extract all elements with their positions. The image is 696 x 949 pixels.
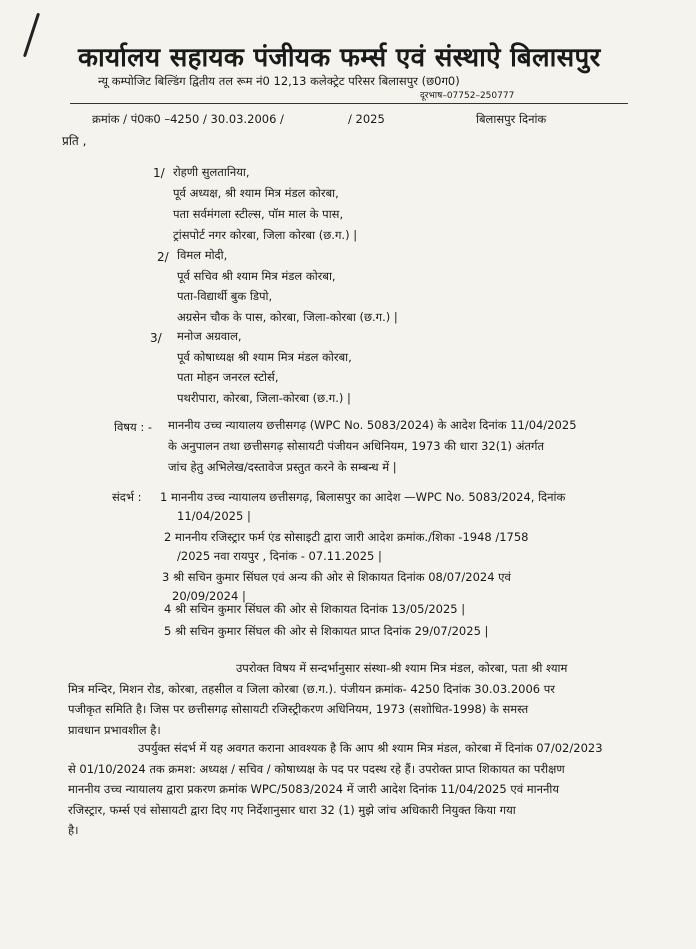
body-line: मित्र मन्दिर, मिशन रोड, कोरबा, तहसील व जिला कोरबा (छ.ग.). पंजीयन क्रमांक- 4250 दिनांक 30.03.2006 पर — [68, 681, 555, 696]
handwritten-slash-mark — [23, 13, 40, 58]
recipient-3-number: 3/ — [150, 331, 162, 345]
recipient-2-line: अग्रसेन चौक के पास, कोरबा, जिला-कोरबा (छ.ग.) | — [177, 309, 398, 324]
body-line: माननीय उच्च न्यायालय द्वारा प्रकरण क्रमांक WPC/5083/2024 में जारी आदेश दिनांक 11/04/2025 एवं माननीय — [68, 782, 560, 796]
reference-line: 1 माननीय उच्च न्यायालय छत्तीसगढ़, बिलासपुर का आदेश —WPC No. 5083/2024, दिनांक — [160, 490, 566, 504]
body-line: प्रावधान प्रभावशील है। — [68, 722, 161, 737]
body-paragraph-1 — [68, 658, 567, 740]
header-divider — [70, 103, 628, 104]
body-line: रजिस्ट्रार, फर्म्स एवं सोसायटी द्वारा दिए गए निर्देशानुसार धारा 32 (1) मुझे जांच अधिकारी नियुक्त किया गया — [68, 802, 516, 817]
body-paragraph-2 — [68, 738, 603, 841]
office-address: न्यू कम्पोजिट बिल्डिंग द्वितीय तल रूम नं0 12,13 कलेक्ट्रेट परिसर बिलासपुर (छ0ग0) — [98, 74, 460, 88]
recipient-3-line: पथरीपारा, कोरबा, जिला-कोरबा (छ.ग.) | — [177, 390, 351, 405]
body-line: उपर्युक्त संदर्भ में यह अवगत कराना आवश्यक है कि आप श्री श्याम मित्र मंडल, कोरबा में दिनांक 07/02/2023 — [138, 741, 603, 755]
recipient-1-line: रोहणी सुलतानिया, — [173, 165, 250, 179]
recipient-1-line: पूर्व अध्यक्ष, श्री श्याम मित्र मंडल कोरबा, — [173, 186, 339, 200]
body-line: है। — [68, 823, 79, 837]
recipient-1-line: पता सर्वमंगला स्टील्स, पॉम माल के पास, — [173, 207, 344, 221]
subject-text — [168, 415, 577, 478]
reference-item-2 — [164, 528, 529, 565]
reference-line: 3 श्री सचिन कुमार सिंघल एवं अन्य की ओर से शिकायत दिनांक 08/07/2024 एवं — [162, 570, 511, 584]
recipient-3-line: मनोज अग्रवाल, — [177, 329, 242, 343]
body-line: से 01/10/2024 तक क्रमश: अध्यक्ष / सचिव / कोषाध्यक्ष के पद पर पदस्थ रहे हैं। उपरोक्त प्राप्त शिकायत का परीक्षण — [68, 761, 565, 776]
body-line: उपरोक्त विषय में सन्दर्भानुसार संस्था-श्री श्याम मित्र मंडल, कोरबा, पता श्री श्याम — [236, 661, 568, 675]
recipient-3-line: पूर्व कोषाध्यक्ष श्री श्याम मित्र मंडल कोरबा, — [177, 349, 352, 364]
recipient-3-line: पता मोहन जनरल स्टोर्स, — [177, 370, 279, 384]
recipient-2-line: पूर्व सचिव श्री श्याम मित्र मंडल कोरबा, — [177, 268, 336, 283]
to-label: प्रति , — [62, 134, 87, 148]
office-phone: दूरभाष–07752–250777 — [420, 91, 515, 101]
recipient-2 — [177, 245, 398, 327]
reference-item-1 — [160, 488, 565, 525]
recipient-1-line: ट्रांसपोर्ट नगर कोरबा, जिला कोरबा (छ.ग.) | — [173, 228, 358, 242]
recipient-2-number: 2/ — [157, 250, 169, 264]
reference-line: 4 श्री सचिन कुमार सिंघल की ओर से शिकायत दिनांक 13/05/2025 | — [164, 602, 466, 616]
recipient-3 — [177, 326, 352, 408]
reference-line: /2025 नवा रायपुर , दिनांक - 07.11.2025 | — [177, 548, 382, 563]
reference-line: 2 माननीय रजिस्ट्रार फर्म एंड सोसाइटी द्वारा जारी आदेश क्रमांक./शिका -1948 /1758 — [164, 530, 529, 544]
subject-label: विषय : - — [114, 420, 153, 434]
reference-item-4 — [164, 600, 465, 619]
reference-line: 20/09/2024 | — [172, 588, 246, 603]
body-line: पजीकृत समिति है। जिस पर छत्तीसगढ़ सोसायटी रजिस्ट्रीकरण अधिनियम, 1973 (सशोधित-1998) के समस्त — [68, 702, 529, 716]
place-date: बिलासपुर दिनांक — [476, 112, 547, 126]
references-label: संदर्भ : — [112, 490, 142, 504]
subject-line: जांच हेतु अभिलेख/दस्तावेज प्रस्तुत करने के सम्बन्ध में | — [168, 460, 397, 474]
reference-item-5 — [164, 622, 488, 641]
office-title: कार्यालय सहायक पंजीयक फर्म्स एवं संस्थाऐ बिलासपुर — [78, 43, 601, 73]
recipient-1 — [173, 162, 357, 246]
reference-line: 5 श्री सचिन कुमार सिंघल की ओर से शिकायत प्राप्त दिनांक 29/07/2025 | — [164, 624, 489, 638]
subject-line: माननीय उच्च न्यायालय छत्तीसगढ़ (WPC No. 5083/2024) के आदेश दिनांक 11/04/2025 — [168, 418, 577, 432]
subject-line: के अनुपालन तथा छत्तीसगढ़ सोसायटी पंजीयन अधिनियम, 1973 की धारा 32(1) अंतर्गत — [168, 439, 545, 453]
reference-year: / 2025 — [348, 112, 385, 126]
recipient-2-line: पता-विद्यार्थी बुक डिपो, — [177, 289, 273, 303]
reference-number: क्रमांक / पं0क0 –4250 / 30.03.2006 / — [92, 112, 284, 126]
recipient-2-line: विमल मोदी, — [177, 248, 228, 262]
recipient-1-number: 1/ — [153, 166, 165, 180]
reference-line: 11/04/2025 | — [177, 508, 251, 523]
